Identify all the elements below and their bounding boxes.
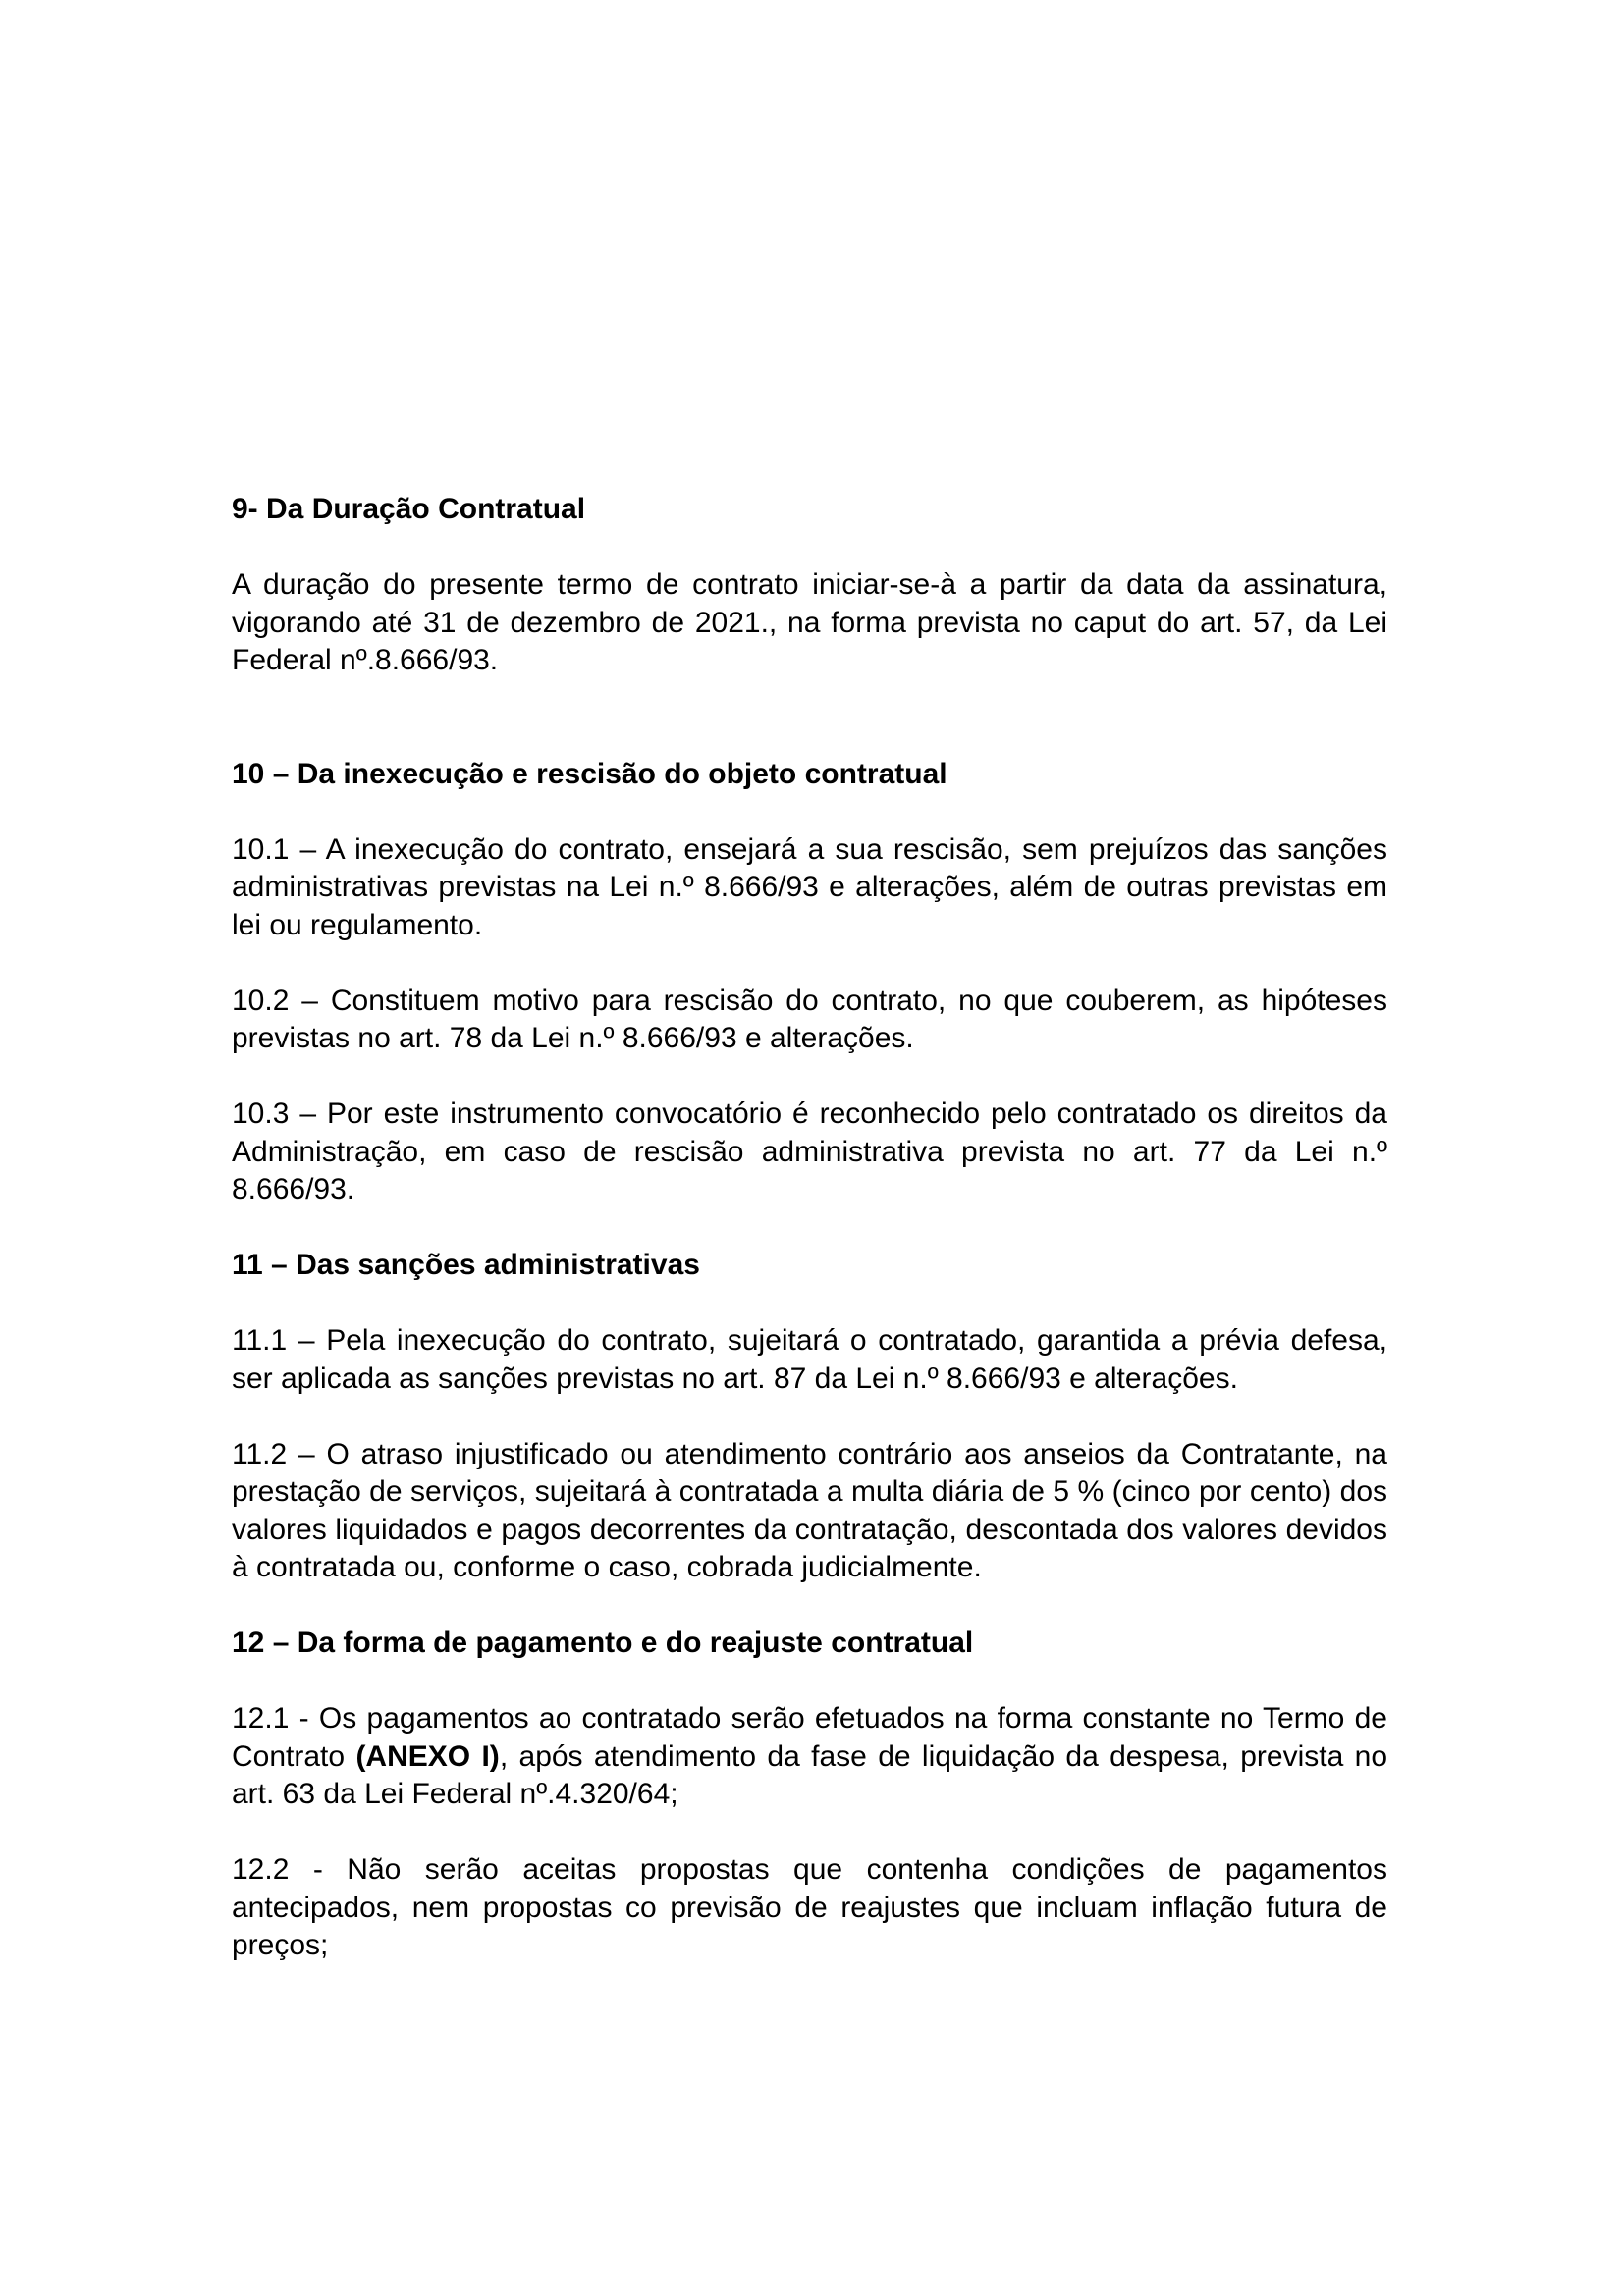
paragraph-10-3: 10.3 – Por este instrumento convocatório é reconhecido pelo contratado os direitos da Administração, em caso de rescisão administrativa prevista no art. 77 da Lei n.º 8.666/93. <box>232 1097 1387 1205</box>
paragraph-12-1-text-after: , após atendimento da fase de liquidação da despesa, prevista no art. 63 da Lei Federal nº.4.320/64; <box>232 1739 1388 1810</box>
paragraph-12-2: 12.2 - Não serão aceitas propostas que contenha condições de pagamentos antecipados, nem propostas co previsão de reajustes que incluam inflação futura de preços; <box>232 1853 1387 1961</box>
paragraph-10-2: 10.2 – Constituem motivo para rescisão do contrato, no que couberem, as hipóteses previstas no art. 78 da Lei n.º 8.666/93 e alterações. <box>232 984 1387 1054</box>
section-11-heading: 11 – Das sanções administrativas <box>232 1249 700 1281</box>
paragraph-12-1-anexo-reference: (ANEXO I) <box>355 1739 500 1773</box>
section-12-heading: 12 – Da forma de pagamento e do reajuste contratual <box>232 1627 974 1659</box>
paragraph-12-1 <box>232 1700 1387 1814</box>
paragraph-12-1-text-before: 12.1 - Os pagamentos ao contratado serão efetuados na forma constante no Termo de Contrato <box>232 1702 1387 1773</box>
section-10-heading: 10 – Da inexecução e rescisão do objeto contratual <box>232 757 947 790</box>
section-9-paragraph: A duração do presente termo de contrato iniciar-se-à a partir da data da assinatura, vigorando até 31 de dezembro de 2021., na forma prevista no caput do art. 57, da Lei Federal nº.8.666/93. <box>232 568 1387 676</box>
section-9-heading: 9- Da Duração Contratual <box>232 493 586 525</box>
paragraph-11-1: 11.1 – Pela inexecução do contrato, sujeitará o contratado, garantida a prévia defesa, ser aplicada as sanções previstas no art. 87 da Lei n.º 8.666/93 e alterações. <box>232 1324 1387 1395</box>
paragraph-10-1: 10.1 – A inexecução do contrato, ensejará a sua rescisão, sem prejuízos das sanções administrativas previstas na Lei n.º 8.666/93 e alterações, além de outras previstas em lei ou regulamento. <box>232 832 1387 941</box>
paragraph-11-2: 11.2 – O atraso injustificado ou atendimento contrário aos anseios da Contratante, na prestação de serviços, sujeitará à contratada a multa diária de 5 % (cinco por cento) dos valores liquidados e pagos decorrentes da contratação, descontada dos valores devidos à contratada ou, conforme o caso, cobrada judicialmente. <box>232 1437 1387 1583</box>
